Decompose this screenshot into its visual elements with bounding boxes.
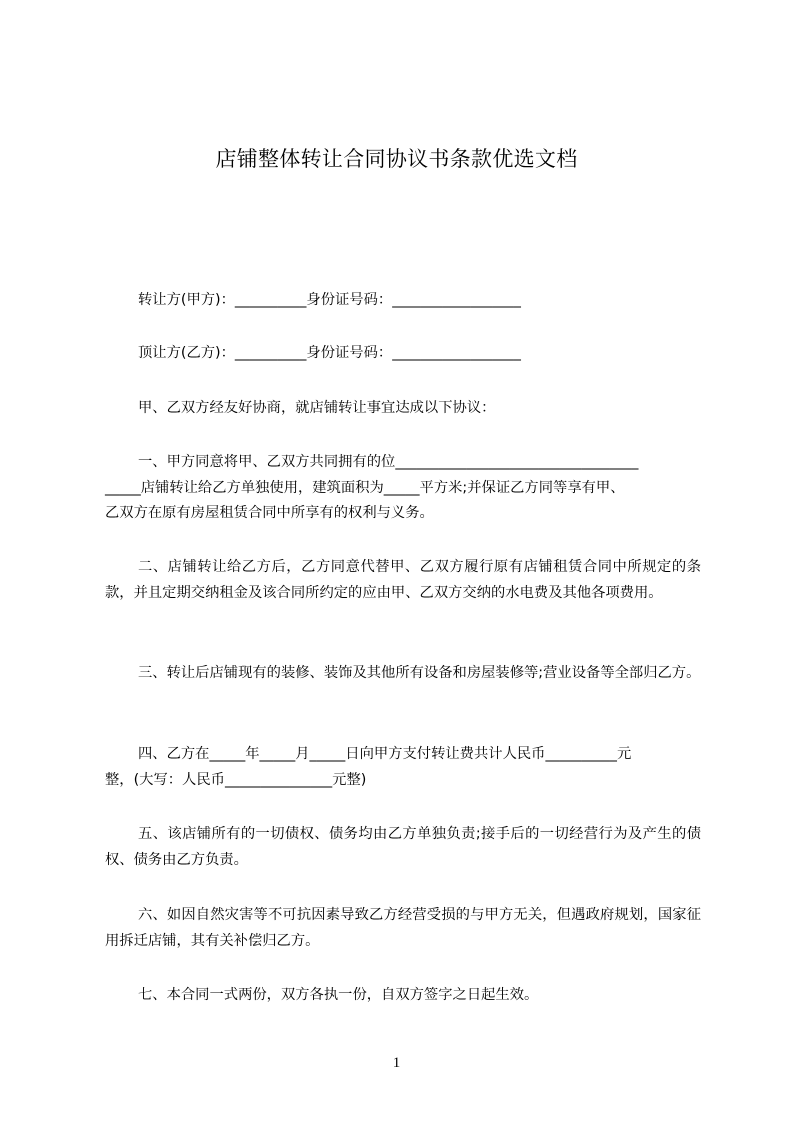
clause-6: 六、如因自然灾害等不可抗因素导致乙方经营受损的与甲方无关，但遇政府规划，国家征用拆迁店铺，其有关补偿归乙方。 bbox=[105, 907, 701, 949]
clause-2: 二、店铺转让给乙方后，乙方同意代替甲、乙双方履行原有店铺租赁合同中所规定的条款，并且定期交纳租金及该合同所约定的应由甲、乙双方交纳的水电费及其他各项费用。 bbox=[105, 559, 701, 601]
clause-1-line-3: 乙双方在原有房屋租赁合同中所享有的权利与义务。 bbox=[105, 505, 434, 521]
clause-7: 七、本合同一式两份，双方各执一份，自双方签字之日起生效。 bbox=[138, 987, 539, 1003]
transferor-line: 转让方(甲方)：__________身份证号码：__________________ bbox=[138, 292, 521, 308]
clause-1-line-2: _____店铺转让给乙方单独使用，建筑面积为_____平方米;并保证乙方同等享有甲、 bbox=[105, 479, 625, 496]
clause-4-line-2: 整，(大写：人民币_______________元整) bbox=[105, 771, 367, 788]
page-number: 1 bbox=[392, 1055, 401, 1071]
page-title: 店铺整体转让合同协议书条款优选文档 bbox=[215, 147, 578, 171]
clause-3: 三、转让后店铺现有的装修、装饰及其他所有设备和房屋装修等;营业设备等全部归乙方。 bbox=[138, 665, 701, 681]
clause-4-line-1: 四、乙方在_____年_____月_____日向甲方支付转让费共计人民币__________元 bbox=[138, 746, 632, 762]
clause-5: 五、该店铺所有的一切债权、债务均由乙方单独负责;接手后的一切经营行为及产生的债权、债务由乙方负责。 bbox=[105, 826, 701, 868]
transferee-line: 顶让方(乙方)：__________身份证号码：__________________ bbox=[138, 345, 521, 361]
clause-1-line-1: 一、甲方同意将甲、乙双方共同拥有的位__________________________________ bbox=[138, 454, 639, 470]
intro-paragraph: 甲、乙双方经友好协商，就店铺转让事宜达成以下协议： bbox=[138, 400, 496, 416]
clause-1 bbox=[105, 450, 701, 527]
clause-4 bbox=[105, 742, 701, 793]
